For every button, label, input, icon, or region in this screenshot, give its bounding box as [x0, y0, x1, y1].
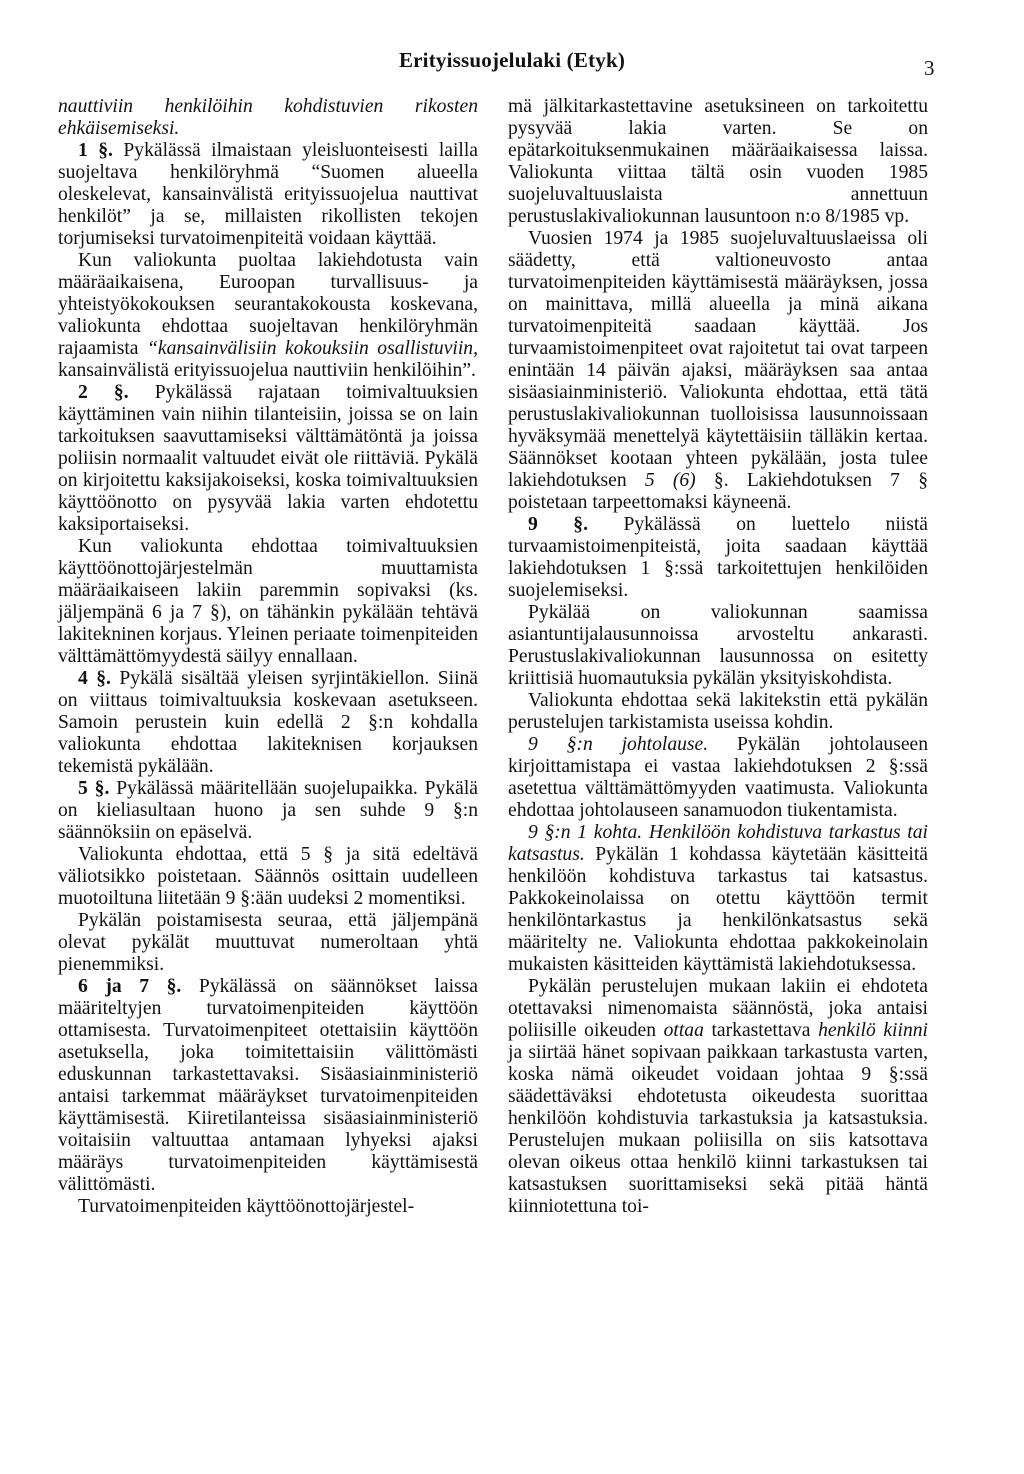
body-text: Kun valiokunta ehdottaa toimivaltuuksien käyttöönottojärjestelmän muuttamista määräaikaiseen lakiin paremmin sopivaksi (ks. jäljempänä 6 ja 7 §), on tähänkin pykälään tehtävä lakitekninen korjaus. Yleinen periaate toimenpiteiden välttämättömyydestä säilyy ennallaan.: [58, 536, 478, 667]
italic-text: ottaa: [663, 1020, 704, 1041]
paragraph: [58, 536, 478, 668]
section-number: 6 ja 7 §.: [78, 976, 182, 997]
paragraph: [58, 778, 478, 844]
paragraph: [508, 976, 928, 1218]
paragraph: [508, 602, 928, 690]
paragraph: [508, 514, 928, 602]
section-number: 9 §.: [528, 514, 588, 535]
paragraph: [58, 250, 478, 382]
paragraph: [58, 96, 478, 140]
paragraph: [58, 140, 478, 250]
body-text: Pykälässä rajataan toimivaltuuksien käyttäminen vain niihin tilanteisiin, joissa se on lain tarkoituksen saavuttamiseksi välttämätöntä ja joissa poliisin normaalit valtuudet eivät ole riittäviä. Pykälä on kirjoitettu kaksijakoiseksi, koska toimivaltuuksien käyttöönotto on pysyvää lakia varten ehdotettu kaksiportaiseksi.: [58, 382, 478, 535]
body-text: mä jälkitarkastettavine asetuksineen on tarkoitettu pysyvää lakia varten. Se on epätarkoituksenmukainen määräaikaisessa laissa. Valiokunta viittaa tältä osin vuoden 1985 suojeluvaltuuslaista annettuun perustuslakivaliokunnan lausuntoon n:o 8/1985 vp.: [508, 96, 928, 227]
body-text: Pykälä sisältää yleisen syrjintäkiellon. Siinä on viittaus toimivaltuuksia koskevaan asetukseen. Samoin perustein kuin edellä 2 §:n kohdalla valiokunta ehdottaa lakiteknisen korjauksen tekemistä pykälään.: [58, 668, 479, 777]
body-text: Valiokunta ehdottaa, että 5 § ja sitä edeltävä väliotsikko poistetaan. Säännös osittain uudelleen muotoiltuna liitetään 9 §:ään uudeksi 2 momentiksi.: [58, 844, 478, 909]
italic-text: nauttiviin henkilöihin kohdistuvien rikosten ehkäisemiseksi.: [58, 96, 478, 139]
body-text: Pykälän poistamisesta seuraa, että jäljempänä olevat pykälät muuttuvat numeroltaan yhtä pienemmiksi.: [58, 910, 478, 975]
italic-text: 9 §:n johtolause.: [528, 734, 709, 755]
body-text: Pykälän 1 kohdassa käytetään käsitteitä henkilöön kohdistuva tarkastus tai katsastus. Pakkokeinolaissa on otettu käyttöön termit henkilöntarkastus ja henkilönkatsastus sekä määritelty ne. Valiokunta ehdottaa pakkokeinolain mukaisten käsitteiden käyttämistä lakiehdotuksessa.: [508, 844, 928, 975]
body-text: ja siirtää hänet sopivaan paikkaan tarkastusta varten, koska nämä oikeudet voidaan johtaa 9 §:ssä säädettäväksi ehdotetusta oikeudesta suorittaa henkilöön kohdistuvia tarkastuksia ja katsastuksia. Perustelujen mukaan poliisilla on siis katsottava olevan oikeus ottaa henkilö kiinni tarkastuksen tai katsastuksen suorittamiseksi sekä pitää häntä kiinniotettuna toi-: [508, 1042, 928, 1217]
body-text: Vuosien 1974 ja 1985 suojeluvaltuuslaeissa oli säädetty, että valtioneuvosto antaa turvatoimenpiteiden käyttämisestä määräyksen, jossa on mainittava, millä alueella ja minä aikana turvatoimenpiteitä saadaan käyttää. Jos turvaamistoimenpiteet ovat rajoitetut tai ovat tarpeen enintään 14 päivän ajaksi, määräyksen saa antaa sisäasiainministeriö. Valiokunta ehdottaa, että tätä perustuslakivaliokunnan tuolloisissa lausunnoissaan hyväksymää menettelyä käytettäisiin tälläkin kertaa. Säännökset kootaan yhteen pykälään, josta tulee lakiehdotuksen: [508, 228, 928, 491]
body-text: Pykälässä on luettelo niistä turvaamistoimenpiteistä, joita saadaan käyttää lakiehdotuksen 1 §:ssä tarkoitettujen henkilöiden suojelemiseksi.: [508, 514, 928, 601]
paragraph: [508, 690, 928, 734]
paragraph: [58, 382, 478, 536]
body-text: Valiokunta ehdottaa sekä lakitekstin että pykälän perustelujen tarkistamista useissa kohdin.: [508, 690, 928, 733]
body-text: §. Lakiehdotuksen 7 § poistetaan tarpeettomaksi käyneenä.: [508, 470, 928, 513]
paragraph: [58, 976, 478, 1196]
body-text: Pykälässä ilmaistaan yleisluonteisesti lailla suojeltava henkilöryhmä “Suomen alueella oleskelevat, kansainvälistä erityissuojelua nauttivat henkilöt” ja se, millaisten rikollisten tekojen torjumiseksi turvatoimenpiteitä voidaan käyttää.: [58, 140, 479, 249]
body-text: tarkastettava: [703, 1020, 819, 1041]
section-number: 2 §.: [78, 382, 129, 403]
body-text: Pykälässä määritellään suojelupaikka. Pykälä on kieliasultaan huono ja sen suhde 9 §:n säännöksiin on epäselvä.: [58, 778, 479, 843]
paragraph: [58, 910, 478, 976]
body-text: Pykälässä on säännökset laissa määriteltyjen turvatoimenpiteiden käyttöön ottamisesta. Turvatoimenpiteet otettaisiin käyttöön asetuksella, joka toimitettaisiin välittömästi eduskunnan tarkastettavaksi. Sisäasiainministeriö antaisi tarkemmat määräykset turvatoimenpiteiden käyttämisestä. Kiiretilanteissa sisäasiainministeriö voitaisiin valtuuttaa antamaan lyhyeksi ajaksi määräys turvatoimenpiteiden käyttämisestä välittömästi.: [58, 976, 479, 1195]
body-text: Kun valiokunta puoltaa lakiehdotusta vain määräaikaisena, Euroopan turvallisuus- ja yhteistyökokouksen seurantakokousta koskevana, valiokunta ehdottaa suojeltavan henkilöryhmän rajaamista: [58, 250, 478, 359]
running-title: Erityissuojelulaki (Etyk): [398, 48, 626, 72]
italic-text: 5 (6): [644, 470, 696, 491]
page-number: 3: [924, 56, 935, 80]
paragraph: [508, 822, 928, 976]
paragraph: [58, 668, 478, 778]
paragraph: [508, 96, 928, 228]
section-number: 4 §.: [78, 668, 111, 689]
body-text: Pykälää on valiokunnan saamissa asiantuntijalausunnoissa arvosteltu ankarasti. Perustuslakivaliokunnan lausunnossa on esitetty kriittisiä huomautuksia pykälän yksityiskohdista.: [508, 602, 928, 689]
right-column: [508, 96, 928, 1218]
body-text: kansainvälistä erityissuojelua nauttiviin henkilöihin”.: [58, 360, 476, 381]
section-number: 5 §.: [78, 778, 110, 799]
italic-text: 9 §:n 1 kohta. Henkilöön kohdistuva tarkastus tai katsastus.: [508, 822, 928, 865]
paragraph: [508, 228, 928, 514]
body-text: Turvatoimenpiteiden käyttöönottojärjestel-: [78, 1196, 415, 1217]
body-text: Pykälän perustelujen mukaan lakiin ei ehdoteta otettavaksi nimenomaista säännöstä, joka antaisi poliisille oikeuden: [508, 976, 928, 1041]
italic-text: henkilö kiinni: [818, 1020, 928, 1041]
paragraph: [508, 734, 928, 822]
italic-text: “kansainvälisiin kokouksiin osallistuviin,: [147, 338, 478, 359]
left-column: [58, 96, 478, 1218]
paragraph: [58, 844, 478, 910]
body-text: Pykälän johtolauseen kirjoittamistapa ei vastaa lakiehdotuksen 2 §:ssä asetettua välttämättömyyden vaatimusta. Valiokunta ehdottaa johtolauseen sanamuodon tiukentamista.: [508, 734, 929, 821]
section-number: 1 §.: [78, 140, 113, 161]
paragraph: [58, 1196, 478, 1218]
